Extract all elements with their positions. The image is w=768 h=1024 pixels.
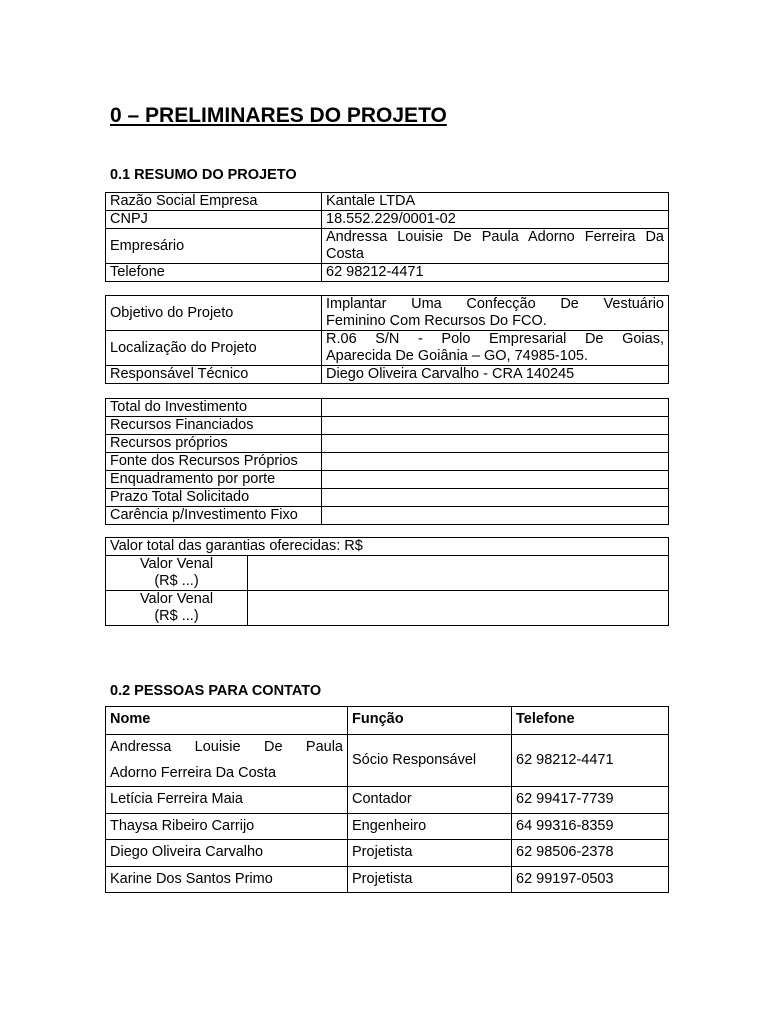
label-line: (R$ ...) (154, 608, 199, 624)
investment-value (322, 471, 669, 489)
contact-phone: 62 99197-0503 (512, 866, 669, 893)
investment-value (322, 417, 669, 435)
table-row (106, 229, 669, 264)
guarantees-header: Valor total das garantias oferecidas: R$ (106, 538, 669, 556)
investment-table (105, 398, 669, 525)
section-heading-resumo: 0.1 RESUMO DO PROJETO (110, 167, 297, 183)
contact-name (106, 735, 348, 787)
guarantee-value (248, 591, 669, 626)
column-header: Função (348, 707, 512, 735)
contact-role: Projetista (348, 840, 512, 867)
company-label: Empresário (106, 229, 322, 264)
project-value (322, 296, 669, 331)
table-row (106, 813, 669, 840)
investment-value (322, 435, 669, 453)
table-row (106, 193, 669, 211)
contact-role: Projetista (348, 866, 512, 893)
investment-value (322, 489, 669, 507)
label-line: Valor Venal (139, 591, 214, 607)
section-heading-contatos: 0.2 PESSOAS PARA CONTATO (110, 683, 322, 699)
table-row (106, 556, 669, 591)
table-row (106, 866, 669, 893)
contact-role: Sócio Responsável (348, 735, 512, 787)
contact-phone: 62 98506-2378 (512, 840, 669, 867)
value-line: Andressa Louisie De Paula Adorno Ferreira Da (326, 229, 664, 245)
company-value: Kantale LTDA (322, 193, 669, 211)
guarantee-label (106, 591, 248, 626)
table-row (106, 538, 669, 556)
company-value: 18.552.229/0001-02 (322, 211, 669, 229)
investment-label: Recursos Financiados (106, 417, 322, 435)
contact-name: Thaysa Ribeiro Carrijo (106, 813, 348, 840)
label-line: (R$ ...) (154, 573, 199, 589)
contact-role: Contador (348, 787, 512, 814)
table-row (106, 331, 669, 366)
table-row (106, 471, 669, 489)
table-row (106, 296, 669, 331)
guarantee-value (248, 556, 669, 591)
investment-label: Fonte dos Recursos Próprios (106, 453, 322, 471)
table-row (106, 787, 669, 814)
contacts-table (105, 706, 669, 893)
contact-phone: 64 99316-8359 (512, 813, 669, 840)
table-row (106, 840, 669, 867)
column-header: Nome (106, 707, 348, 735)
value-line: Implantar Uma Confecção De Vestuário (326, 296, 664, 312)
guarantee-label (106, 556, 248, 591)
value-line: Costa (326, 246, 364, 262)
company-table (105, 192, 669, 282)
contact-role: Engenheiro (348, 813, 512, 840)
table-row (106, 507, 669, 525)
investment-label: Prazo Total Solicitado (106, 489, 322, 507)
column-header: Telefone (512, 707, 669, 735)
investment-label: Enquadramento por porte (106, 471, 322, 489)
company-value: 62 98212-4471 (322, 264, 669, 282)
page-title: 0 – PRELIMINARES DO PROJETO (110, 104, 447, 127)
project-label: Responsável Técnico (106, 366, 322, 384)
table-row (106, 435, 669, 453)
contact-phone: 62 99417-7739 (512, 787, 669, 814)
project-label: Localização do Projeto (106, 331, 322, 366)
company-label: Razão Social Empresa (106, 193, 322, 211)
table-row (106, 366, 669, 384)
investment-label: Total do Investimento (106, 399, 322, 417)
guarantees-table (105, 537, 669, 626)
table-header-row (106, 707, 669, 735)
project-value (322, 331, 669, 366)
name-line: Andressa Louisie De Paula (110, 739, 343, 755)
table-row (106, 735, 669, 787)
value-line: Aparecida De Goiânia – GO, 74985-105. (326, 348, 588, 364)
value-line: R.06 S/N - Polo Empresarial De Goias, (326, 331, 664, 347)
contact-name: Karine Dos Santos Primo (106, 866, 348, 893)
project-value: Diego Oliveira Carvalho - CRA 140245 (322, 366, 669, 384)
investment-label: Recursos próprios (106, 435, 322, 453)
project-label: Objetivo do Projeto (106, 296, 322, 331)
investment-value (322, 507, 669, 525)
company-label: Telefone (106, 264, 322, 282)
label-line: Valor Venal (139, 556, 214, 572)
project-table (105, 295, 669, 384)
table-row (106, 453, 669, 471)
company-label: CNPJ (106, 211, 322, 229)
company-value (322, 229, 669, 264)
contact-name: Diego Oliveira Carvalho (106, 840, 348, 867)
investment-label: Carência p/Investimento Fixo (106, 507, 322, 525)
contact-phone: 62 98212-4471 (512, 735, 669, 787)
table-row (106, 489, 669, 507)
name-line: Adorno Ferreira Da Costa (110, 764, 277, 781)
table-row (106, 211, 669, 229)
table-row (106, 417, 669, 435)
table-row (106, 591, 669, 626)
table-row (106, 399, 669, 417)
investment-value (322, 399, 669, 417)
contact-name: Letícia Ferreira Maia (106, 787, 348, 814)
table-row (106, 264, 669, 282)
investment-value (322, 453, 669, 471)
value-line: Feminino Com Recursos Do FCO. (326, 313, 547, 329)
